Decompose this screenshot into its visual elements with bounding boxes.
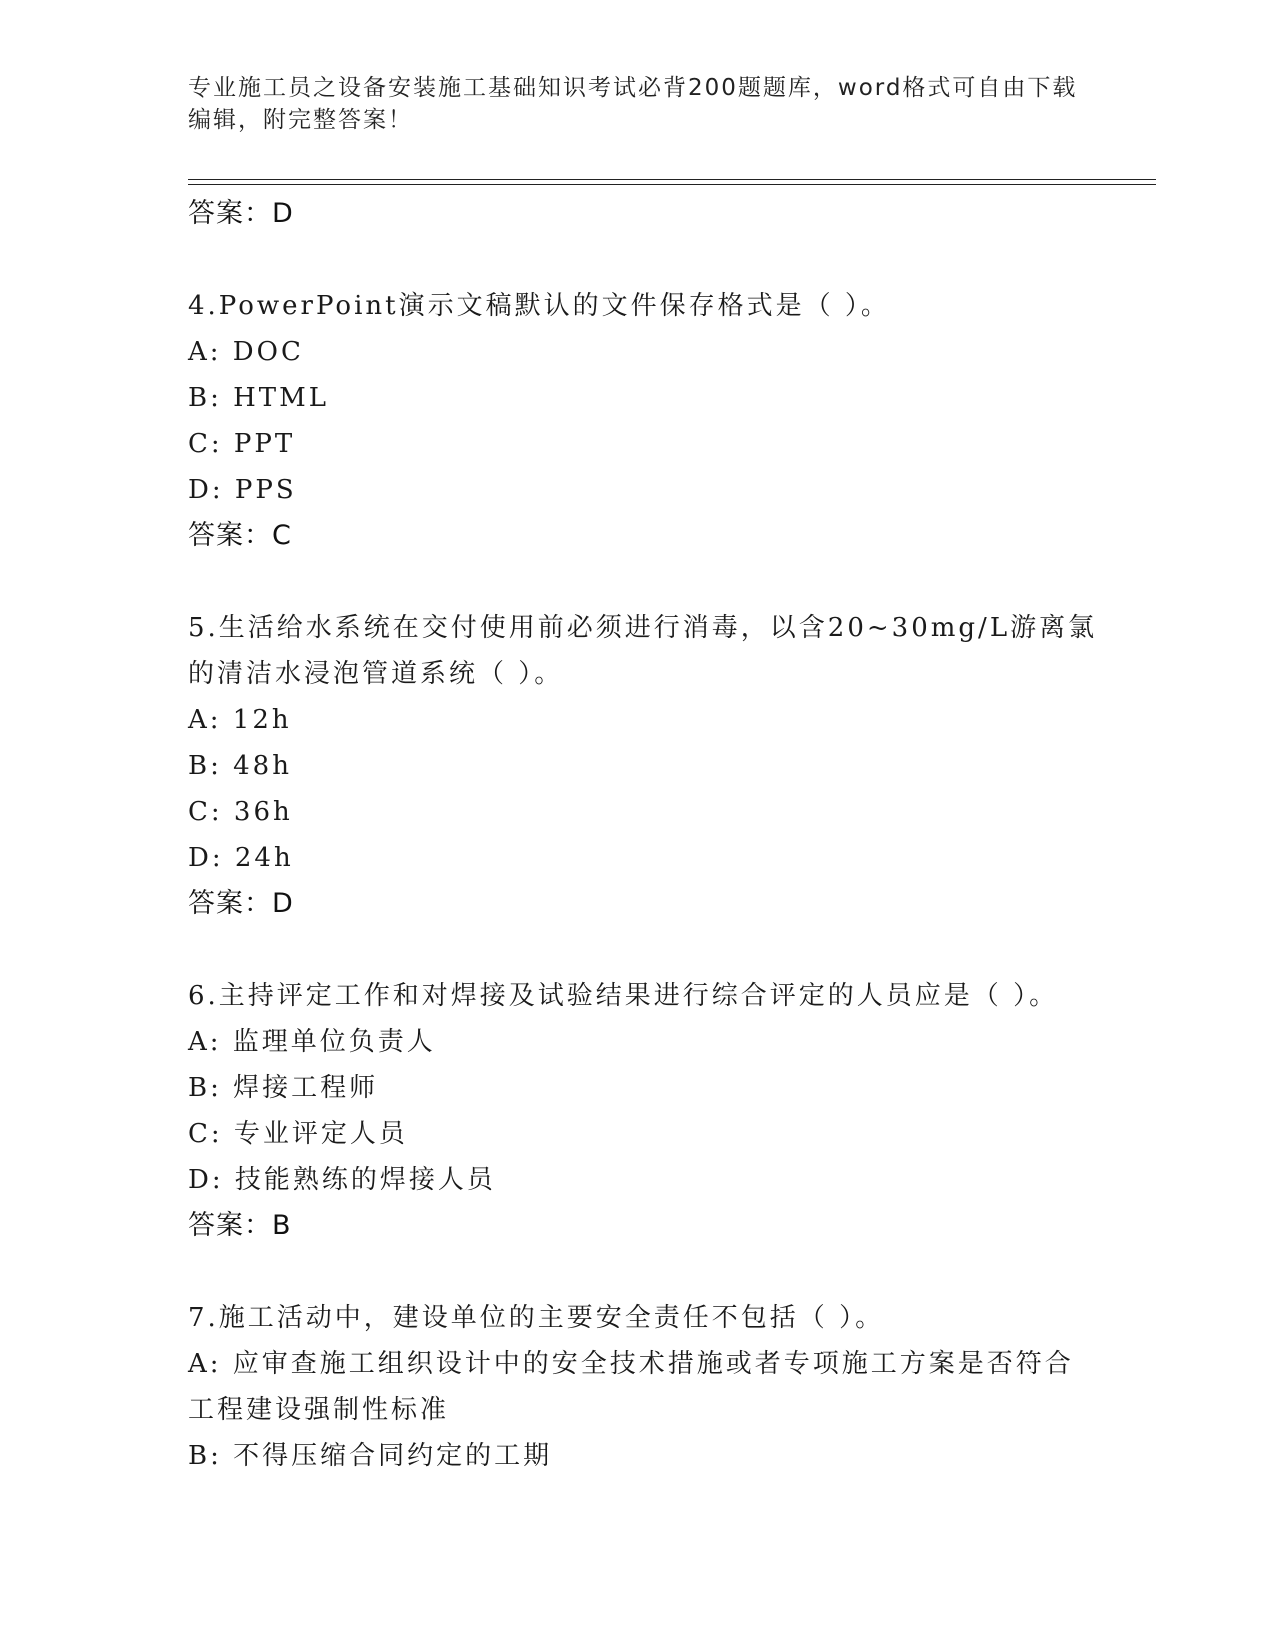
option-c: C: 专业评定人员 [188,1119,408,1149]
option-b: B: 不得压缩合同约定的工期 [188,1441,553,1471]
option-d: D: PPS [188,475,297,505]
option-a-line-2: 工程建设强制性标准 [188,1395,450,1425]
option-a: A: DOC [188,337,304,367]
spacer [188,237,1088,283]
question-5 [188,605,1098,927]
question-stem: 6.主持评定工作和对焊接及试验结果进行综合评定的人员应是（ ）。 [188,981,1059,1011]
answer: 答案：B [188,1210,292,1241]
spacer [188,1249,1088,1295]
answer: 答案：C [188,520,292,551]
option-b: B: 焊接工程师 [188,1073,379,1103]
option-a-line-1: A: 应审查施工组织设计中的安全技术措施或者专项施工方案是否符合 [188,1349,1074,1379]
spacer [188,559,1088,605]
question-6 [188,973,1088,1249]
question-4 [188,283,1088,559]
option-a: A: 监理单位负责人 [188,1027,436,1057]
question-list [188,191,1098,1479]
option-b: B: HTML [188,383,330,413]
header-divider-top [188,179,1156,180]
option-c: C: PPT [188,429,296,459]
question-stem: 7.施工活动中，建设单位的主要安全责任不包括（ ）。 [188,1303,885,1333]
question-stem: 4.PowerPoint演示文稿默认的文件保存格式是（ ）。 [188,291,890,321]
option-d: D: 技能熟练的焊接人员 [188,1165,496,1195]
option-b: B: 48h [188,751,292,781]
option-d: D: 24h [188,843,294,873]
question-7 [188,1295,1088,1479]
spacer [188,927,1088,973]
option-c: C: 36h [188,797,293,827]
document-header: 专业施工员之设备安装施工基础知识考试必背200题题库，word格式可自由下载编辑，附完整答案！ [188,75,1078,133]
answer: 答案：D [188,888,294,919]
option-a: A: 12h [188,705,292,735]
answer-previous: 答案：D [188,198,294,229]
header-divider-bottom [188,184,1156,185]
question-stem-line-2: 的清洁水浸泡管道系统（ ）。 [188,659,564,689]
question-stem-line-1: 5.生活给水系统在交付使用前必须进行消毒，以含20~30mg/L游离氯 [188,613,1098,643]
